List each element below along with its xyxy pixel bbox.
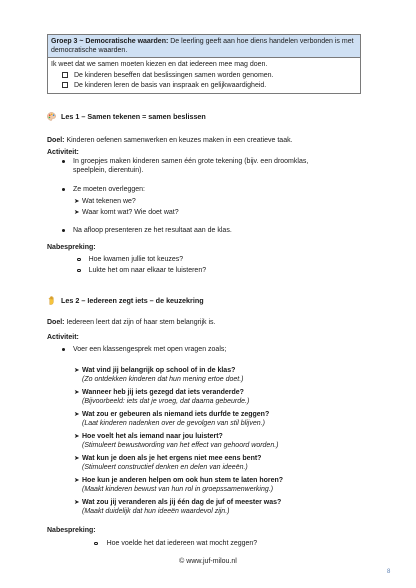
goal-body xyxy=(48,58,360,93)
goal-intro: Ik weet dat we samen moeten kiezen en dat iedereen mee mag doen. xyxy=(51,61,268,69)
les2-activiteit-label xyxy=(47,333,369,342)
les2-title xyxy=(47,296,204,305)
question-text: Wat vind jij belangrijk op school of in de klas? xyxy=(82,367,236,374)
doel-text: Iedereen leert dat zijn of haar stem belangrijk is. xyxy=(64,319,216,326)
les2-question xyxy=(74,410,396,428)
les2-question xyxy=(74,454,396,472)
les2-nabespreking-item xyxy=(94,539,416,548)
arrow-icon: ➤ xyxy=(74,454,80,462)
question-text: Wat zou er gebeuren als niemand iets durfde te zeggen? xyxy=(82,411,270,418)
question-text: Wat zou jij veranderen als jij één dag de juf of meester was? xyxy=(82,499,282,506)
question-note: (Bijvoorbeeld: iets dat je vroeg, dat daarna gebeurde.) xyxy=(82,398,250,406)
question-text: Hoe kun je anderen helpen om ook hun stem te laten horen? xyxy=(82,477,284,484)
les1-title-text: Les 1 – Samen tekenen = samen beslissen xyxy=(61,112,206,121)
les1-sub-item xyxy=(74,197,396,206)
les1-bullet xyxy=(62,226,384,235)
les1-nabespreking-label xyxy=(47,243,369,252)
activiteit-label: Activiteit: xyxy=(47,149,79,156)
question-note: (Laat kinderen nadenken over de gevolgen van stil blijven.) xyxy=(82,420,265,428)
les1-bullet xyxy=(62,185,384,194)
arrow-icon: ➤ xyxy=(74,366,80,374)
les2-doel xyxy=(47,318,369,327)
goal-check-text: De kinderen leren de basis van inspraak en gelijkwaardigheid. xyxy=(74,82,267,90)
goal-heading-text: De leerling geeft aan hoe diens handelen verbonden is met democratische waarden. xyxy=(51,38,354,55)
les1-nabespreking-item xyxy=(77,255,399,264)
question-note: (Zo ontdekken kinderen dat hun mening ertoe doet.) xyxy=(82,376,244,384)
les1-nabespreking-item xyxy=(77,266,399,275)
les1-title xyxy=(47,112,206,121)
les2-question xyxy=(74,366,396,384)
goal-check-item xyxy=(51,71,357,80)
checkbox-icon xyxy=(62,72,68,78)
question-note: (Stimuleert constructief denken en delen van ideeën.) xyxy=(82,464,248,472)
activiteit-label: Activiteit: xyxy=(47,334,79,341)
goal-heading xyxy=(48,35,360,58)
nabespreking-text: Hoe kwamen jullie tot keuzes? xyxy=(88,256,184,263)
doel-text: Kinderen oefenen samenwerken en keuzes maken in een creatieve taak. xyxy=(64,137,293,144)
bullet-text: In groepjes maken kinderen samen één grote tekening (bijv. een droomklas, xyxy=(73,158,309,165)
question-text: Hoe voelt het als iemand naar jou luistert? xyxy=(82,433,223,440)
raised-hand-icon xyxy=(47,296,56,305)
les2-question xyxy=(74,498,396,516)
circle-bullet xyxy=(77,258,81,262)
les2-title-text: Les 2 – Iedereen zegt iets – de keuzekring xyxy=(61,296,204,305)
checkbox-icon xyxy=(62,82,68,88)
bullet-dot xyxy=(62,160,65,163)
bullet-text: Na afloop presenteren ze het resultaat aan de klas. xyxy=(73,227,232,234)
goal-check-text: De kinderen beseffen dat beslissingen samen worden genomen. xyxy=(74,72,274,80)
footer-copyright: © www.juf-milou.nl xyxy=(179,558,237,565)
bullet-text: Ze moeten overleggen: xyxy=(73,186,145,193)
sub-text: Wat tekenen we? xyxy=(82,198,136,205)
bullet-dot xyxy=(62,348,65,351)
arrow-icon: ➤ xyxy=(74,208,80,216)
nabespreking-label: Nabespreking: xyxy=(47,244,96,251)
sub-text: Waar komt wat? Wie doet wat? xyxy=(82,209,179,216)
bullet-text: Voer een klassengesprek met open vragen zoals; xyxy=(73,346,227,353)
arrow-icon: ➤ xyxy=(74,410,80,418)
goal-check-item xyxy=(51,81,357,90)
arrow-icon: ➤ xyxy=(74,197,80,205)
question-note: (Maakt duidelijk dat hun ideeën waardevol zijn.) xyxy=(82,508,230,516)
arrow-icon: ➤ xyxy=(74,498,80,506)
arrow-icon: ➤ xyxy=(74,432,80,440)
page-number: 8 xyxy=(387,569,391,575)
arrow-icon: ➤ xyxy=(74,476,80,484)
question-note: (Stimuleert bewustwording van het effect van gehoord worden.) xyxy=(82,442,279,450)
question-text: Wanneer heb jij iets gezegd dat iets veranderde? xyxy=(82,389,244,396)
les2-bullet xyxy=(62,345,384,354)
palette-icon xyxy=(47,112,56,121)
les1-bullet xyxy=(62,157,384,175)
bullet-dot xyxy=(62,188,65,191)
goal-heading-bold: Groep 3 ~ Democratische waarden: xyxy=(51,38,169,45)
circle-bullet xyxy=(94,542,98,546)
nabespreking-text: Lukte het om naar elkaar te luisteren? xyxy=(88,267,207,274)
question-note: (Maakt kinderen bewust van hun rol in groepssamenwerking.) xyxy=(82,486,274,494)
question-text: Wat kun je doen als je het ergens niet mee eens bent? xyxy=(82,455,262,462)
les2-question xyxy=(74,432,396,450)
bullet-dot xyxy=(62,229,65,232)
goal-table xyxy=(47,34,361,94)
les2-question xyxy=(74,476,396,494)
circle-bullet xyxy=(77,269,81,273)
doel-label: Doel: xyxy=(47,137,65,144)
les1-activiteit-label xyxy=(47,148,369,157)
les1-sub-item xyxy=(74,208,396,217)
les2-question xyxy=(74,388,396,406)
doel-label: Doel: xyxy=(47,319,65,326)
les1-doel xyxy=(47,136,369,145)
nabespreking-label: Nabespreking: xyxy=(47,527,96,534)
arrow-icon: ➤ xyxy=(74,388,80,396)
bullet-text: speelplein, dierentuin). xyxy=(73,167,144,175)
les2-nabespreking-label xyxy=(47,526,369,535)
nabespreking-text: Hoe voelde het dat iedereen wat mocht zeggen? xyxy=(106,540,258,547)
